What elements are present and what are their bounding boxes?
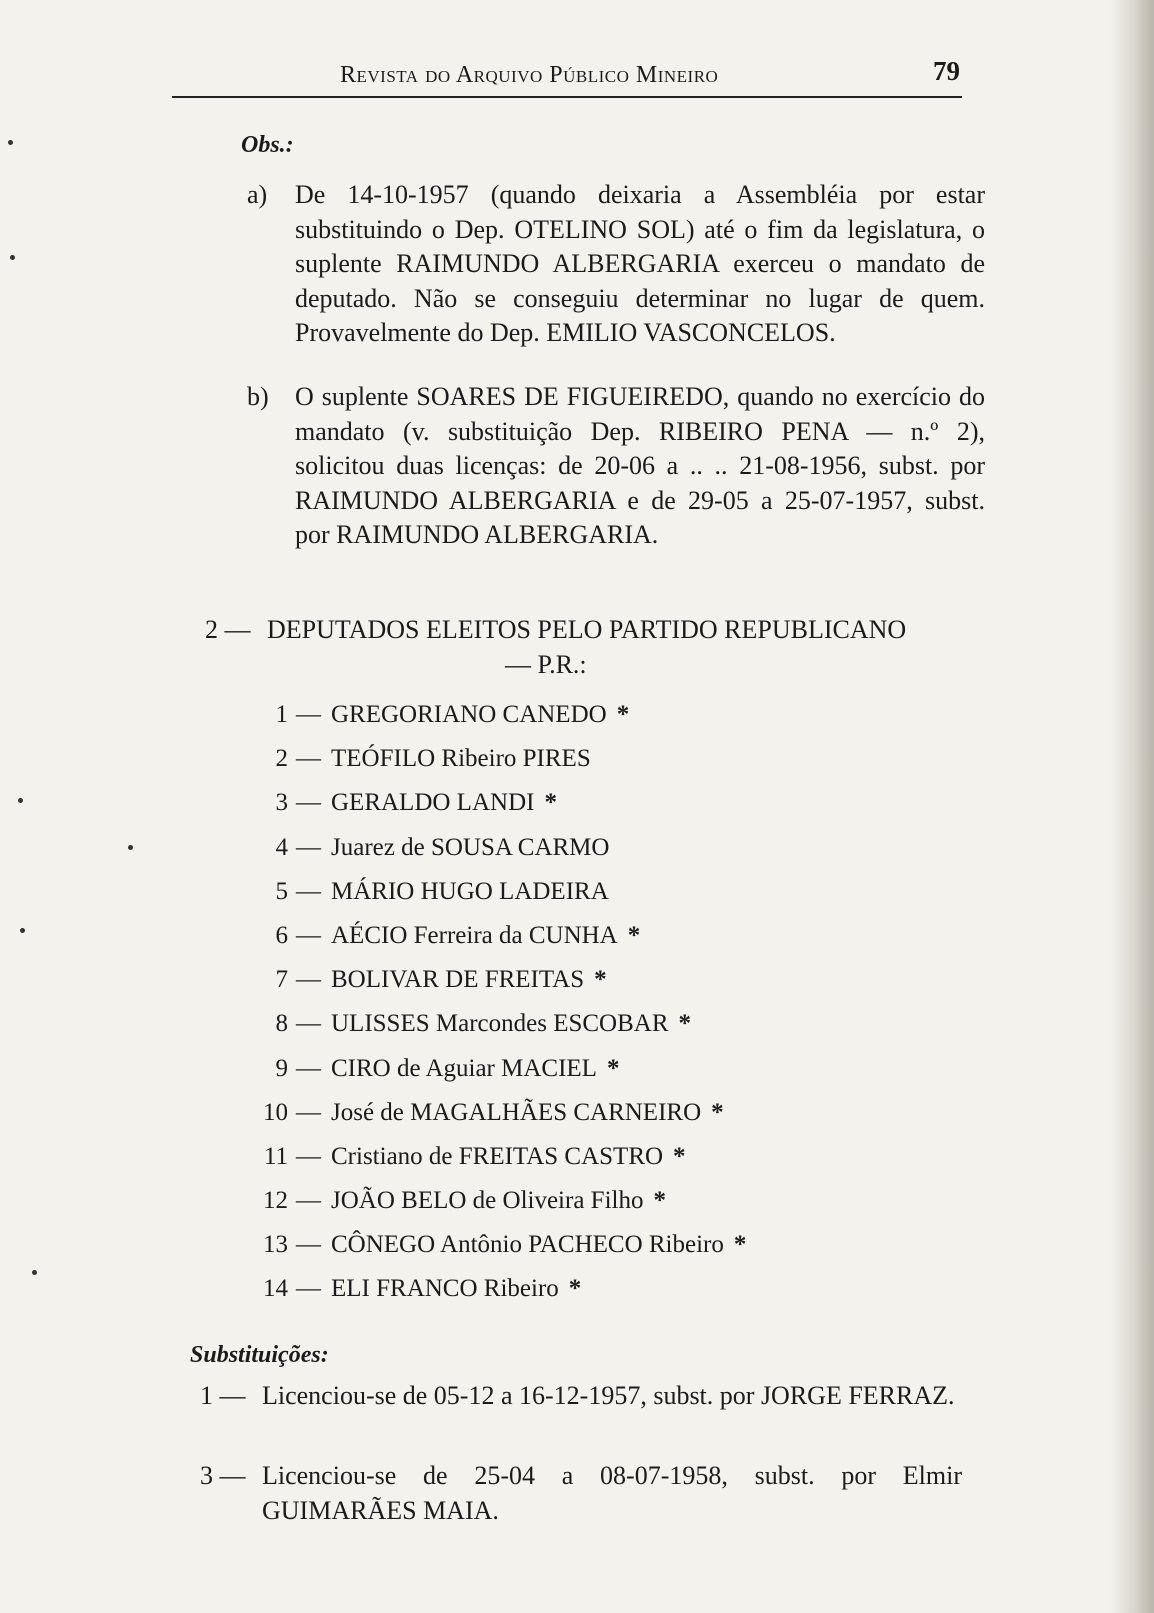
deputy-item — [248, 1230, 808, 1274]
section-subtitle: — P.R.: — [505, 650, 587, 679]
deputy-item — [248, 1142, 808, 1186]
deputy-item — [248, 1186, 808, 1230]
note-marker: b) — [247, 382, 269, 411]
deputy-number: 10 — [263, 1098, 288, 1126]
deputy-name: GERALDO LANDI — [331, 789, 535, 817]
deputy-item — [248, 744, 808, 788]
scan-speck — [20, 928, 25, 933]
deputy-dash: — — [296, 1098, 321, 1126]
deputy-item — [248, 965, 808, 1009]
deputy-dash: — — [296, 701, 321, 728]
deputy-item — [248, 921, 808, 965]
deputy-name: ULISSES Marcondes ESCOBAR — [331, 1010, 669, 1038]
deputy-mark: * — [594, 966, 607, 994]
page-edge-shadow — [1110, 0, 1154, 1613]
substitution-text: Licenciou-se de 25-04 a 08-07-1958, subst. por Elmir GUIMARÃES MAIA. — [262, 1461, 962, 1525]
deputy-mark: * — [627, 921, 641, 949]
deputy-dash: — — [296, 1187, 321, 1215]
section-number: 2 — — [205, 615, 251, 644]
deputy-dash: — — [296, 1054, 321, 1082]
deputy-dash: — — [296, 1010, 321, 1038]
deputy-number: 1 — [275, 701, 288, 728]
deputy-item — [248, 1274, 808, 1318]
deputy-name: Juarez de SOUSA CARMO — [331, 833, 610, 861]
deputy-number: 9 — [275, 1054, 288, 1082]
deputy-dash: — — [296, 745, 321, 773]
scan-speck — [8, 140, 13, 145]
scan-speck — [32, 1270, 37, 1275]
substitution-item — [200, 1378, 970, 1413]
deputy-name: Cristiano de FREITAS CASTRO — [331, 1142, 664, 1170]
substitution-number: 1 — — [200, 1381, 246, 1410]
substitution-number: 3 — — [200, 1461, 246, 1490]
section-title: DEPUTADOS ELEITOS PELO PARTIDO REPUBLICANO — [267, 615, 907, 644]
deputy-dash: — — [296, 966, 321, 994]
deputy-name: JOÃO BELO de Oliveira Filho — [331, 1187, 644, 1215]
deputy-number: 7 — [275, 966, 288, 994]
note-text: O suplente SOARES DE FIGUEIREDO, quando no exercício do mandato (v. substituição Dep. RIBEIRO PENA — n.º 2), solicitou duas licenças: de 20-06 a .. .. 21-08-1956, subst. por RAIMUNDO ALBERGARIA e de 29-05 a 25-07-1957, subst. por RAIMUNDO ALBERGARIA. — [295, 382, 985, 549]
deputy-name: MÁRIO HUGO LADEIRA — [331, 877, 609, 905]
deputy-number: 6 — [275, 921, 288, 949]
deputy-dash: — — [296, 789, 321, 817]
note-text: De 14-10-1957 (quando deixaria a Assembléia por estar substituindo o Dep. OTELINO SOL) até o fim da legislatura, o suplente RAIMUNDO ALBERGARIA exerceu o mandato de deputado. Não se conseguiu determinar no lugar de quem. Provavelmente do Dep. EMILIO VASCONCELOS. — [295, 180, 985, 347]
deputy-number: 11 — [263, 1142, 288, 1170]
substitution-text: Licenciou-se de 05-12 a 16-12-1957, subst. por JORGE FERRAZ. — [262, 1381, 955, 1410]
deputy-dash: — — [296, 1142, 321, 1170]
deputy-name: ELI FRANCO Ribeiro — [331, 1275, 559, 1303]
deputy-item — [248, 1098, 808, 1142]
deputy-mark: * — [568, 1275, 582, 1303]
page-header — [172, 48, 962, 98]
deputy-mark: * — [653, 1187, 666, 1215]
deputy-item — [248, 788, 808, 832]
deputy-mark: * — [616, 701, 630, 728]
deputy-item — [248, 833, 808, 877]
deputy-item — [248, 700, 808, 744]
deputy-dash: — — [296, 921, 321, 949]
deputy-number: 3 — [275, 789, 288, 817]
deputy-name: CIRO de Aguiar MACIEL — [331, 1054, 597, 1082]
section-heading — [205, 612, 965, 682]
deputy-mark: * — [544, 789, 557, 817]
deputy-number: 12 — [263, 1187, 288, 1215]
deputy-list — [248, 700, 808, 1319]
scan-speck — [128, 845, 133, 850]
substitutions-label: Substituições: — [190, 1342, 329, 1368]
journal-title: Revista do Arquivo Público Mineiro — [340, 62, 719, 88]
deputy-mark: * — [673, 1142, 686, 1170]
obs-label: Obs.: — [241, 132, 294, 158]
deputy-number: 13 — [263, 1231, 288, 1259]
page-number: 79 — [933, 56, 960, 86]
deputy-mark: * — [678, 1010, 692, 1038]
deputy-item — [248, 877, 808, 921]
deputy-number: 14 — [263, 1275, 288, 1303]
note-marker: a) — [247, 180, 268, 209]
deputy-name: CÔNEGO Antônio PACHECO Ribeiro — [331, 1231, 724, 1259]
deputy-dash: — — [296, 1275, 321, 1303]
deputy-name: TEÓFILO Ribeiro PIRES — [331, 745, 591, 773]
deputy-item — [248, 1054, 808, 1098]
note-b — [247, 380, 985, 553]
deputy-name: AÉCIO Ferreira da CUNHA — [331, 921, 618, 949]
deputy-name: José de MAGALHÃES CARNEIRO — [331, 1098, 702, 1126]
deputy-mark: * — [711, 1098, 724, 1126]
deputy-dash: — — [296, 833, 321, 861]
scan-speck — [10, 255, 15, 260]
deputy-item — [248, 1009, 808, 1053]
deputy-dash: — — [296, 877, 321, 905]
scan-speck — [18, 798, 23, 803]
deputy-number: 2 — [275, 745, 288, 773]
deputy-dash: — — [296, 1231, 321, 1259]
deputy-mark: * — [733, 1231, 747, 1259]
deputy-name: BOLIVAR DE FREITAS — [331, 966, 585, 994]
deputy-number: 8 — [275, 1010, 288, 1038]
deputy-number: 4 — [275, 833, 288, 861]
deputy-mark: * — [606, 1054, 620, 1082]
deputy-name: GREGORIANO CANEDO — [331, 701, 607, 728]
deputy-number: 5 — [275, 877, 288, 905]
substitution-item — [200, 1458, 970, 1528]
note-a — [247, 178, 985, 351]
